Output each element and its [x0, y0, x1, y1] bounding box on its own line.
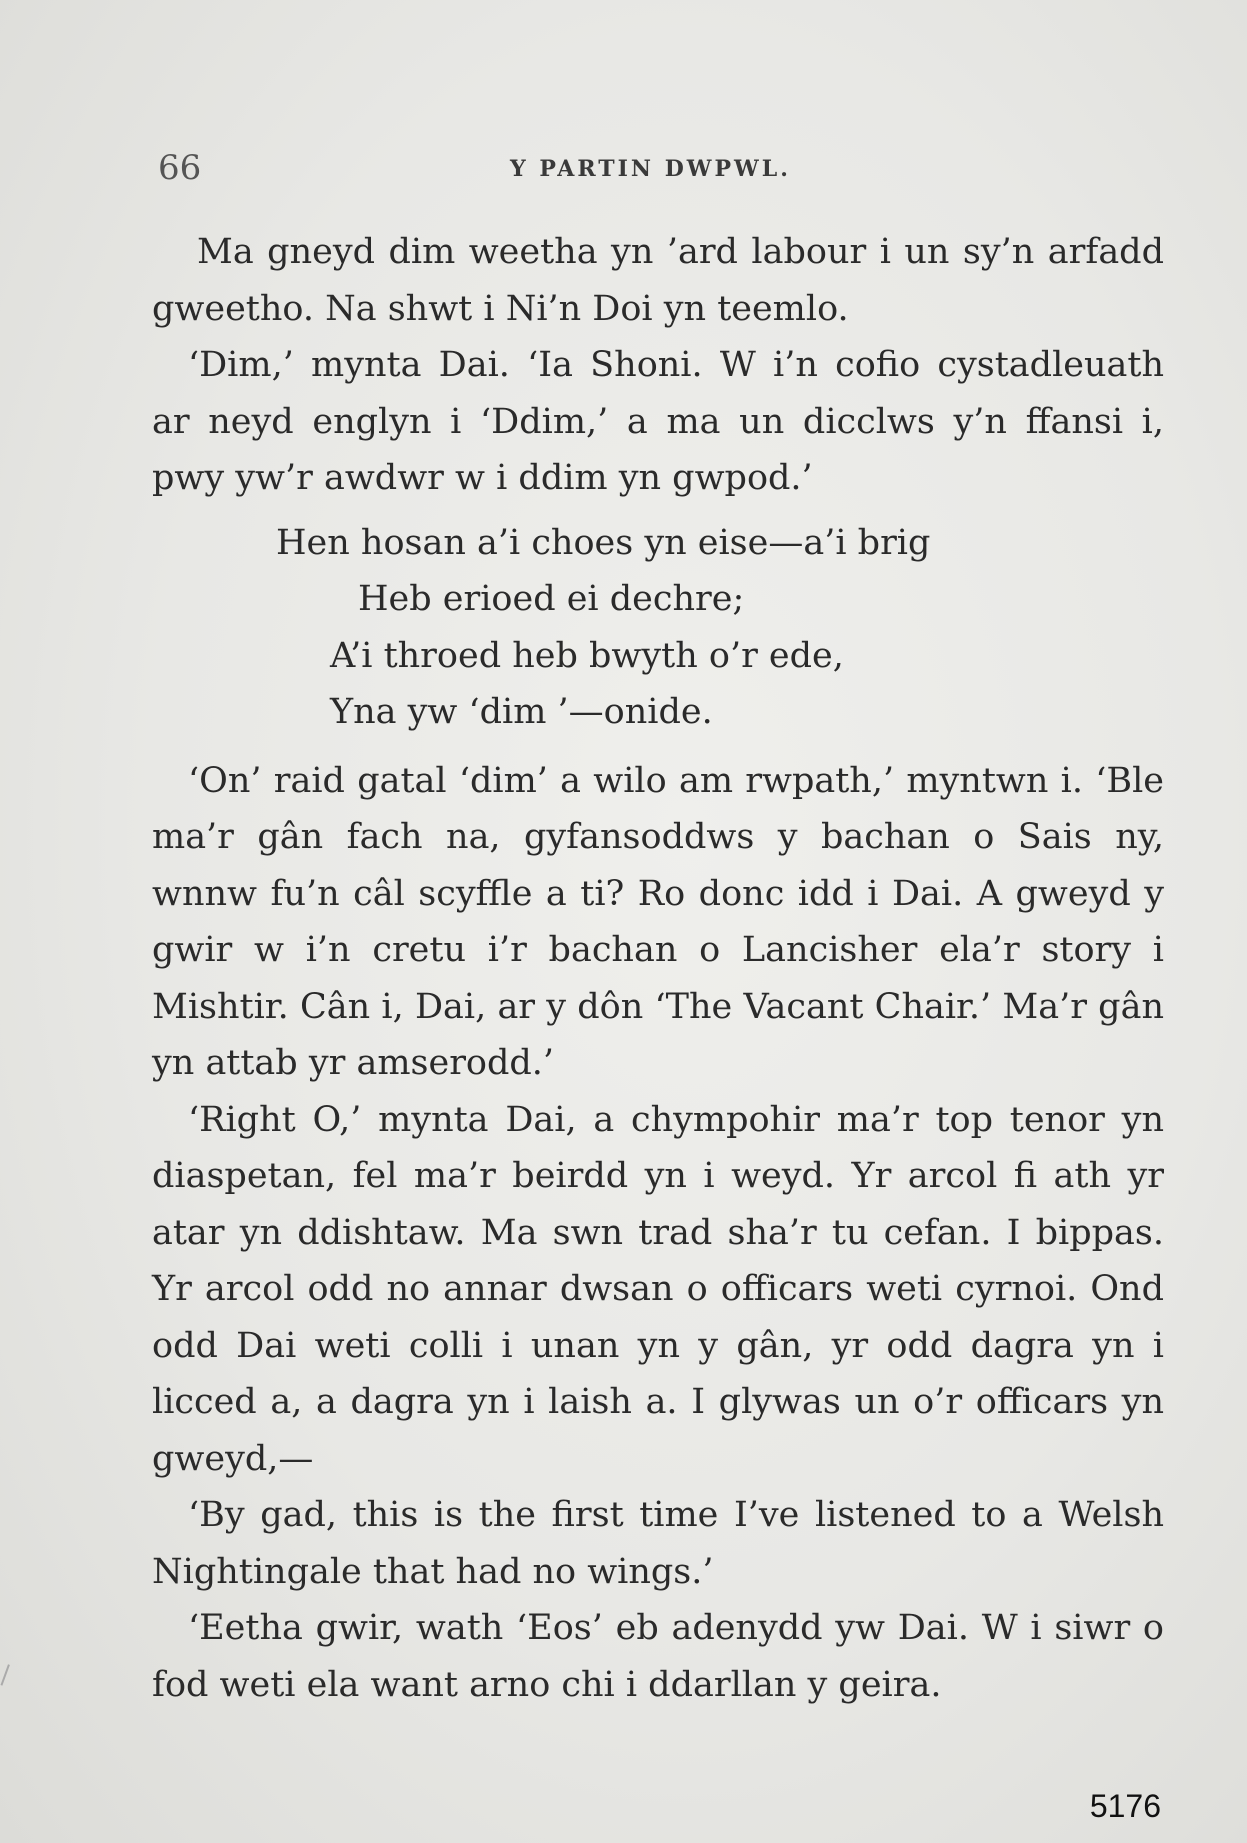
verse-line: Yna yw ‘dim ’—onide. [330, 692, 713, 732]
paragraph: ‘Eetha gwir, wath ‘Eos’ eb adenydd yw Dai. W i siwr o fod weti ela want arno chi i ddarllan y geira. [152, 1608, 1164, 1705]
paragraph: ‘On’ raid gatal ‘dim’ a wilo am rwpath,’ myntwn i. ‘Ble ma’r gân fach na, gyfansoddws y bachan o Sais ny, wnnw fu’n câl scyffle a ti? Ro donc idd i Dai. A gweyd y gwir w i’n cretu i’r bachan o Lancisher ela’r story i Mishtir. Cân i, Dai, ar y dôn ‘The Vacant Chair.’ Ma’r gân yn attab yr amserodd.’ [152, 760, 1164, 1083]
running-head: Y PARTIN DWPWL. [510, 156, 791, 182]
body-text [152, 224, 1164, 1713]
verse-line: Hen hosan a’i choes yn eise—a’i brig [276, 522, 931, 563]
paragraph: ‘Dim,’ mynta Dai. ‘Ia Shoni. W i’n cofio cystadleuath ar neyd englyn i ‘Ddim,’ a ma un dicclws y’n ffansi i, pwy yw’r awdwr w i ddim yn gwpod.’ [152, 345, 1164, 498]
page-number: 66 [158, 148, 202, 188]
paragraph: Ma gneyd dim weetha yn ’ard labour i un sy’n arfadd gweetho. Na shwt i Ni’n Doi yn teemlo. [152, 232, 1164, 329]
paragraph: ‘By gad, this is the first time I’ve listened to a Welsh Nightingale that had no wings.’ [152, 1495, 1164, 1592]
page-header [158, 148, 1118, 188]
verse-line: Heb erioed ei dechre; [358, 579, 745, 619]
englyn-verse [276, 515, 1164, 741]
catalog-number-stamp: 5176 [1089, 1788, 1161, 1824]
verse-line: A’i throed heb bwyth o’r ede, [330, 635, 844, 676]
margin-mark [0, 1664, 15, 1687]
paragraph: ‘Right O,’ mynta Dai, a chympohir ma’r top tenor yn diaspetan, fel ma’r beirdd yn i weyd. Yr arcol fi ath yr atar yn ddishtaw. Ma swn trad sha’r tu cefan. I bippas. Yr arcol odd no annar dwsan o officars weti cyrnoi. Ond odd Dai weti colli i unan yn y gân, yr odd dagra yn i licced a, a dagra yn i laish a. I glywas un o’r officars yn gweyd,— [152, 1099, 1164, 1479]
